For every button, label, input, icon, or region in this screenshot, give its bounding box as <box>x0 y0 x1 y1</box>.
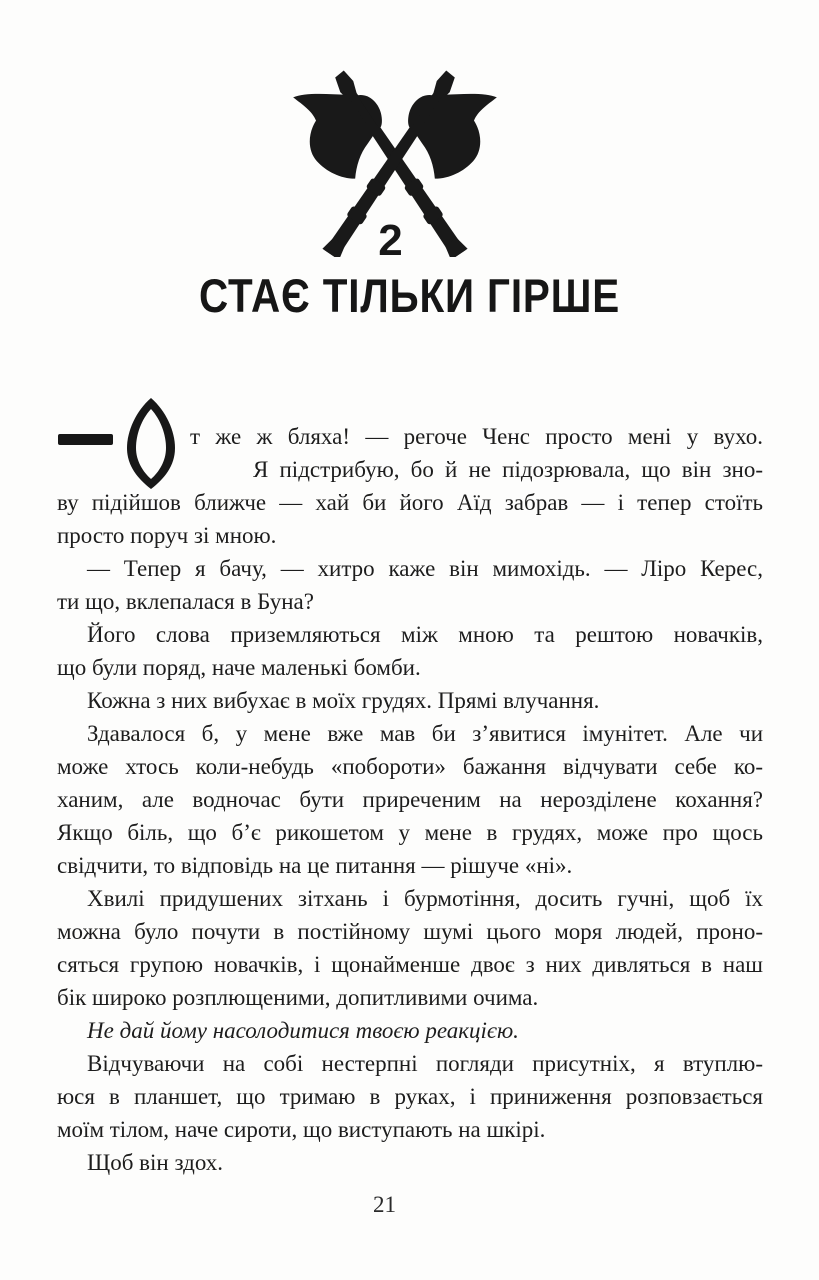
body-line: — Тепер я бачу, — хитро каже він мимохідь. — Ліро Керес, <box>87 556 763 581</box>
page-number: 21 <box>373 1192 396 1217</box>
body-line: Хвилі придушених зітхань і бурмотіння, досить гучні, щоб їх <box>87 886 763 911</box>
dialogue-dash <box>58 434 113 445</box>
body-line: моїм тілом, наче сироти, що виступають на шкірі. <box>57 1117 546 1142</box>
body-line: що були поряд, наче маленькі бомби. <box>57 655 421 680</box>
body-text <box>57 420 763 1179</box>
body-line: ву підійшов ближче — хай би його Аїд забрав — і тепер стоїть <box>57 490 763 515</box>
body-line: Відчуваючи на собі нестерпні погляди присутніх, я втуплю- <box>87 1051 763 1076</box>
body-line: Я підстрибую, бо й не підозрювала, що він зно- <box>253 457 763 482</box>
body-line: може хтось коли-небудь «побороти» бажання відчувати себе ко- <box>57 754 763 779</box>
body-line: свідчити, то відповідь на це питання — рішуче «ні». <box>57 853 573 878</box>
paragraphs <box>57 420 763 1179</box>
body-line: Якщо біль, що б’є рикошетом у мене в грудях, може про щось <box>57 820 763 845</box>
body-line: Не дай йому насолодитися твоєю реакцією. <box>87 1018 519 1043</box>
chapter-title: СТАЄ ТІЛЬКИ ГІРШЕ <box>198 269 621 322</box>
body-line: можна було почути в постійному шумі цього моря людей, проно- <box>57 919 763 944</box>
body-line: Його слова приземляються між мною та рештою новачків, <box>87 622 763 647</box>
body-line: т же ж бляха! — регоче Ченс просто мені у вухо. <box>190 424 763 449</box>
body-line: Кожна з них вибухає в моїх грудях. Прямі влучання. <box>87 688 600 713</box>
body-line: Здавалося б, у мене вже мав би з’явитися імунітет. Але чи <box>87 721 763 746</box>
body-line: сяться групою новачків, і щонайменше двоє з них дивляться в наш <box>57 952 763 977</box>
chapter-number: 2 <box>378 216 403 265</box>
body-line: ти що, вклепалася в Буна? <box>57 589 314 614</box>
body-line: юся в планшет, що тримаю в руках, і приниження розповзається <box>57 1084 763 1109</box>
body-line: ханим, але водночас бути приреченим на нерозділене кохання? <box>57 787 763 812</box>
body-line: Щоб він здох. <box>87 1150 224 1175</box>
body-line: просто поруч зі мною. <box>57 523 277 548</box>
dropcap-letter-icon <box>127 398 175 489</box>
body-line: бік широко розплющеними, допитливими очима. <box>57 985 539 1010</box>
